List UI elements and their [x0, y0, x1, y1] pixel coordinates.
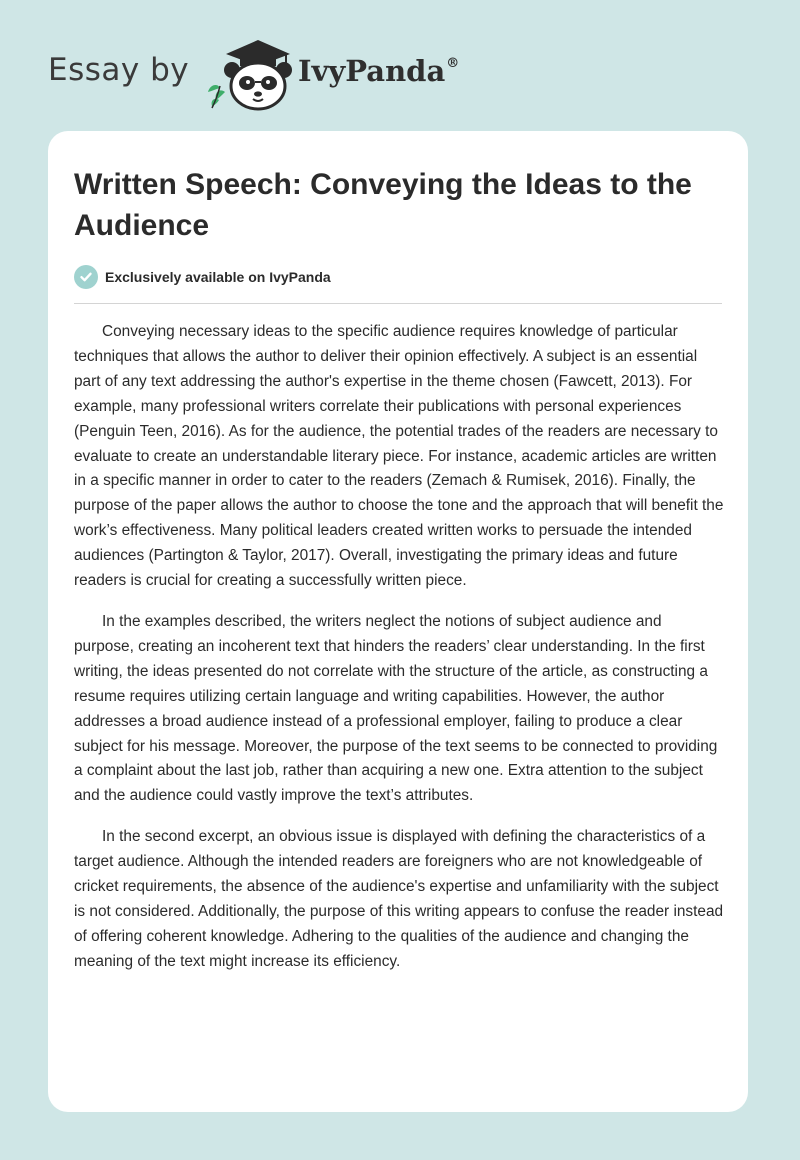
exclusive-badge — [74, 264, 331, 290]
check-icon — [74, 265, 98, 289]
paragraph-1: Conveying necessary ideas to the specific audience requires knowledge of particular techniques that allows the author to deliver their opinion effectively. A subject is an essential part of any text addressing the author's expertise in the theme chosen (Fawcett, 2013). For example, many professional writers correlate their publications with personal experiences (Penguin Teen, 2016). As for the audience, the potential trades of the readers are necessary to evaluate to create an understandable literary piece. For instance, academic articles are written in a specific manner in order to cater to the readers (Zemach & Rumisek, 2016). Finally, the purpose of the paper allows the author to choose the tone and the approach that will benefit the work’s effectiveness. Many political leaders created written works to persuade the intended audiences (Partington & Taylor, 2017). Overall, investigating the primary ideas and future readers is crucial for creating a successfully written piece. — [74, 323, 724, 590]
registered-mark: ® — [446, 56, 460, 71]
paragraph-3: In the second excerpt, an obvious issue is displayed with defining the characteristics of a target audience. Although the intended readers are foreigners who are not knowledgeable of cricket requirements, the absence of the audience's expertise and unfamiliarity with the subject is not considered. Additionally, the purpose of this writing appears to confuse the reader instead of offering coherent knowledge. Adhering to the qualities of the audience and changing the meaning of the text might increase its efficiency. — [74, 828, 724, 970]
page-title: Written Speech: Conveying the Ideas to the Audience — [74, 168, 692, 242]
exclusive-label: Exclusively available on IvyPanda — [105, 269, 331, 285]
brand-label: IvyPanda — [298, 54, 446, 88]
brand-name[interactable] — [298, 54, 459, 88]
ivy-leaf-icon — [208, 85, 225, 108]
paragraph-2: In the examples described, the writers neglect the notions of subject audience and purpose, creating an incoherent text that hinders the readers’ clear understanding. In the first writing, the ideas presented do not correlate with the structure of the article, as constructing a resume requires utilizing certain language and writing capabilities. However, the author addresses a broad audience instead of a professional employer, failing to produce a clear subject for his message. Moreover, the purpose of the text seems to be connected to providing a complaint about the last job, rather than acquiring a new one. Extra attention to the subject and the audience could vastly improve the text’s attributes. — [74, 612, 718, 805]
site-header — [48, 34, 748, 114]
divider — [74, 303, 722, 304]
essay-by-label: Essay by — [48, 52, 190, 88]
essay-body — [74, 320, 725, 991]
essay-card — [48, 131, 748, 1112]
panda-graduate-icon[interactable] — [202, 36, 294, 112]
